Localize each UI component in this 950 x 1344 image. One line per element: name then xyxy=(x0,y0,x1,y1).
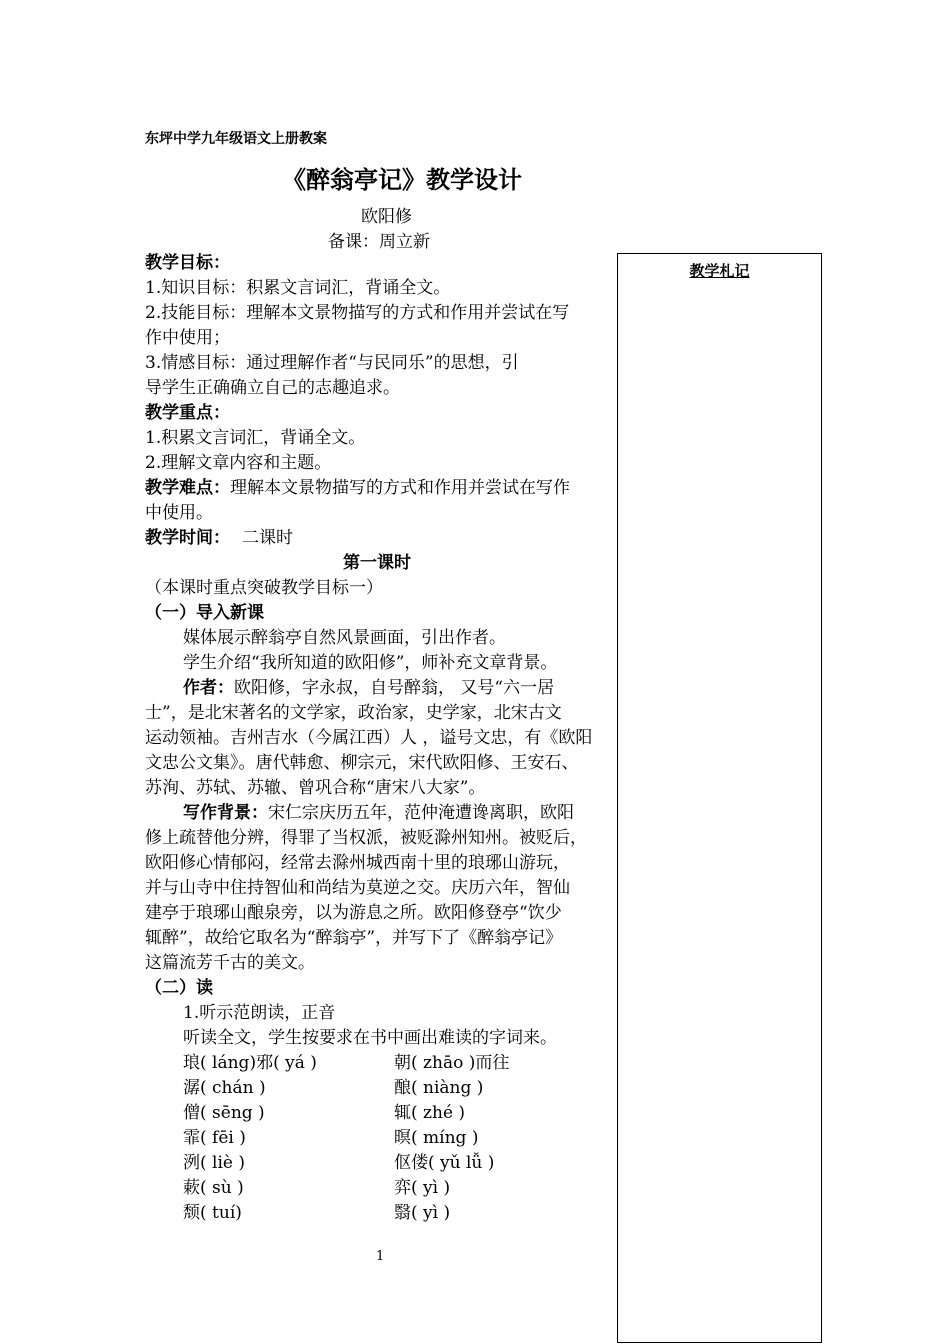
teaching-notes-box xyxy=(617,253,822,1343)
goal-1: 1.知识目标：积累文言词汇，背诵全文。 xyxy=(145,278,451,298)
pinyin-left-6: 蔌( sù ) xyxy=(183,1178,244,1198)
goal-2-line-a: 2.技能目标：理解本文景物描写的方式和作用并尝试在写 xyxy=(145,303,570,323)
author-para-line-5: 苏洵、苏轼、苏辙、曾巩合称“唐宋八大家”。 xyxy=(145,778,486,798)
read-step-1: 1.听示范朗读，正音 xyxy=(183,1003,336,1023)
goal-3-line-a: 3.情感目标：通过理解作者“与民同乐”的思想，引 xyxy=(145,353,519,373)
author-para-line-3: 运动领袖。吉州吉水（今属江西）人 ，谥号文忠，有《欧阳 xyxy=(145,728,593,748)
pinyin-right-2: 酿( niàng ) xyxy=(394,1078,484,1098)
background-para-line-1 xyxy=(183,801,574,826)
pinyin-right-1: 朝( zhāo )而往 xyxy=(394,1053,510,1073)
background-para-line-2: 修上疏替他分辨，得罪了当权派，被贬滁州知州。被贬后， xyxy=(145,828,587,848)
section-intro-heading: （一）导入新课 xyxy=(145,603,264,623)
pinyin-right-7: 翳( yì ) xyxy=(394,1203,451,1223)
author-label: 作者： xyxy=(183,678,234,698)
background-para-line-7: 这篇流芳千古的美文。 xyxy=(145,953,315,973)
intro-paragraph-1: 媒体展示醉翁亭自然风景画面，引出作者。 xyxy=(183,628,506,648)
background-text-1: 宋仁宗庆历五年，范仲淹遭谗离职，欧阳 xyxy=(268,803,574,823)
section-read-heading: （二）读 xyxy=(145,978,213,998)
pinyin-left-4: 霏( fēi ) xyxy=(183,1128,246,1148)
author-para-line-4: 文忠公文集》。唐代韩愈、柳宗元，宋代欧阳修、王安石、 xyxy=(145,753,579,773)
page-title: 《醉翁亭记》教学设计 xyxy=(282,166,522,194)
lesson-1-heading: 第一课时 xyxy=(343,553,411,573)
preparer-line: 备课：周立新 xyxy=(328,232,430,252)
goals-heading: 教学目标： xyxy=(145,253,230,273)
goal-2-line-b: 作中使用； xyxy=(145,328,230,348)
read-step-2: 听读全文，学生按要求在书中画出难读的字词来。 xyxy=(183,1028,557,1048)
background-para-line-6: 辄醉”，故给它取名为“醉翁亭”，并写下了《醉翁亭记》 xyxy=(145,928,563,948)
intro-paragraph-2: 学生介绍“我所知道的欧阳修”，师补充文章背景。 xyxy=(183,653,558,673)
doc-header: 东坪中学九年级语文上册教案 xyxy=(145,131,327,147)
background-label: 写作背景： xyxy=(183,803,268,823)
pinyin-left-3: 僧( sēng ) xyxy=(183,1103,265,1123)
author-text-1: 欧阳修，字永叔，自号醉翁， 又号“六一居 xyxy=(234,678,555,698)
key-point-1: 1.积累文言词汇，背诵全文。 xyxy=(145,428,366,448)
background-para-line-4: 并与山寺中住持智仙和尚结为莫逆之交。庆历六年，智仙 xyxy=(145,878,570,898)
difficulty-text: 理解本文景物描写的方式和作用并尝试在写作 xyxy=(230,478,570,498)
lesson-1-note: （本课时重点突破教学目标一） xyxy=(145,578,383,598)
pinyin-left-7: 颓( tuí) xyxy=(183,1203,242,1223)
difficulty-line-a xyxy=(145,476,570,501)
author-para-line-2: 士”，是北宋著名的文学家，政治家，史学家，北宋古文 xyxy=(145,703,562,723)
teaching-notes-title: 教学札记 xyxy=(689,262,750,280)
pinyin-right-5: 伛偻( yǔ lǚ ) xyxy=(394,1153,495,1173)
pinyin-left-2: 潺( chán ) xyxy=(183,1078,266,1098)
key-point-2: 2.理解文章内容和主题。 xyxy=(145,453,332,473)
pinyin-right-3: 辄( zhé ) xyxy=(394,1103,466,1123)
page-number: 1 xyxy=(376,1249,385,1264)
pinyin-left-5: 洌( liè ) xyxy=(183,1153,246,1173)
background-para-line-5: 建亭于琅琊山酿泉旁，以为游息之所。欧阳修登亭“饮少 xyxy=(145,903,562,923)
time-line xyxy=(145,526,293,551)
time-heading: 教学时间： xyxy=(145,528,230,548)
difficulty-line-b: 中使用。 xyxy=(145,503,213,523)
author-line: 欧阳修 xyxy=(361,207,412,227)
difficulty-heading: 教学难点： xyxy=(145,478,230,498)
key-points-heading: 教学重点： xyxy=(145,403,230,423)
time-value: 二课时 xyxy=(242,528,293,548)
pinyin-right-6: 弈( yì ) xyxy=(394,1178,451,1198)
goal-3-line-b: 导学生正确确立自己的志趣追求。 xyxy=(145,378,400,398)
pinyin-left-1: 琅( láng)邪( yá ) xyxy=(183,1053,317,1073)
author-para-line-1 xyxy=(183,676,554,701)
pinyin-right-4: 暝( míng ) xyxy=(394,1128,479,1148)
background-para-line-3: 欧阳修心情郁闷，经常去滁州城西南十里的琅琊山游玩， xyxy=(145,853,570,873)
